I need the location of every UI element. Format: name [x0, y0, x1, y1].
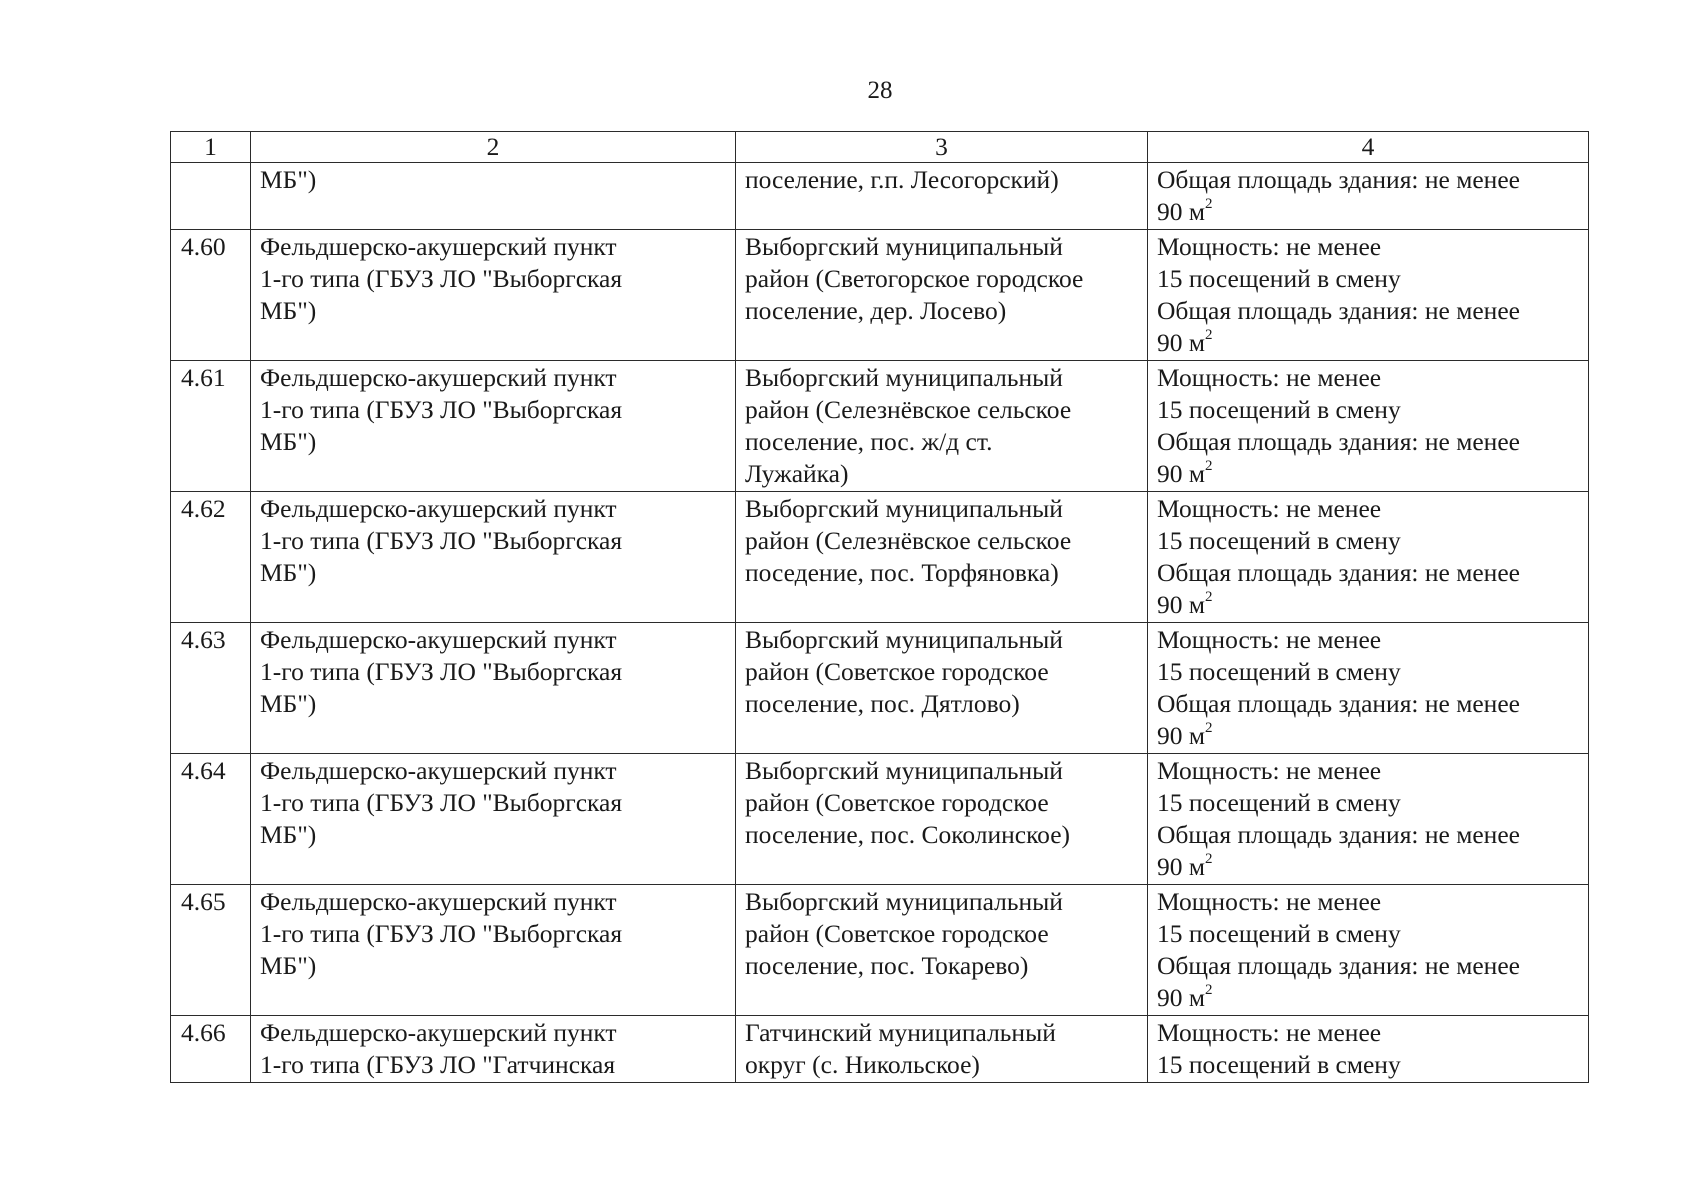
location-line: поселение, г.п. Лесогорский): [745, 165, 1059, 194]
capacity-value: 15 посещений в смену: [1157, 264, 1401, 293]
location-line: поселение, пос. Токарево): [745, 951, 1029, 980]
facility-name-line: МБ"): [260, 951, 317, 980]
area-value: 90 $м^2$: [1157, 195, 1213, 226]
table-body: [171, 163, 1589, 1083]
area-label: Общая площадь здания: не менее: [1157, 951, 1520, 980]
facility-name-cell: [251, 361, 736, 492]
area-exponent: 2: [1205, 719, 1213, 736]
area-label: Общая площадь здания: не менее: [1157, 689, 1520, 718]
facility-name-line: 1-го типа (ГБУЗ ЛО "Выборгская: [260, 919, 623, 948]
capacity-label: Мощность: не менее: [1157, 756, 1382, 785]
capacity-label: Мощность: не менее: [1157, 1018, 1382, 1047]
facility-name-line: Фельдшерско-акушерский пункт: [260, 625, 617, 654]
capacity-value: 15 посещений в смену: [1157, 919, 1401, 948]
facility-name-line: 1-го типа (ГБУЗ ЛО "Выборгская: [260, 788, 623, 817]
facility-name-line: МБ"): [260, 820, 317, 849]
facility-name-line: Фельдшерско-акушерский пункт: [260, 1018, 617, 1047]
area-label: Общая площадь здания: не менее: [1157, 427, 1520, 456]
requirements-cell: [1148, 361, 1589, 492]
area-value: [1157, 327, 1579, 359]
location-line: район (Селезнёвское сельское: [745, 395, 1072, 424]
area-label: Общая площадь здания: не менее: [1157, 165, 1520, 194]
facility-name-cell: [251, 230, 736, 361]
location-line: район (Светогорское городское: [745, 264, 1084, 293]
area-exponent: 2: [1205, 981, 1213, 998]
location-line: поселение, пос. Соколинское): [745, 820, 1071, 849]
location-line: поселение, пос. ж/д ст.: [745, 427, 993, 456]
table-header-row: [171, 132, 1589, 163]
capacity-value: 15 посещений в смену: [1157, 788, 1401, 817]
facility-name-line: МБ"): [260, 296, 317, 325]
facility-name-line: Фельдшерско-акушерский пункт: [260, 756, 617, 785]
area-label: Общая площадь здания: не менее: [1157, 296, 1520, 325]
facility-name-cell: [251, 885, 736, 1016]
row-number-cell: 4.63: [171, 623, 251, 754]
requirements-cell: [1148, 1016, 1589, 1083]
location-line: Лужайка): [745, 459, 849, 488]
area-value: [1157, 720, 1579, 752]
location-line: Выборгский муниципальный: [745, 363, 1063, 392]
table-row: [171, 361, 1589, 492]
facility-name-line: Фельдшерско-акушерский пункт: [260, 887, 617, 916]
capacity-value: 15 посещений в смену: [1157, 395, 1401, 424]
column-header-2: 2: [251, 132, 736, 163]
location-line: Выборгский муниципальный: [745, 625, 1063, 654]
facility-name-cell: [251, 492, 736, 623]
capacity-label: Мощность: не менее: [1157, 625, 1382, 654]
location-line: Выборгский муниципальный: [745, 494, 1063, 523]
location-line: район (Селезнёвское сельское: [745, 526, 1072, 555]
area-value: [1157, 458, 1579, 490]
facility-name-line: МБ"): [260, 558, 317, 587]
location-line: поселение, дер. Лосево): [745, 296, 1007, 325]
capacity-label: Мощность: не менее: [1157, 363, 1382, 392]
requirements-cell: [1148, 623, 1589, 754]
table-row-continuation: [171, 163, 1589, 230]
row-number-cell: 4.64: [171, 754, 251, 885]
location-line: округ (с. Никольское): [745, 1050, 980, 1079]
table-row: [171, 230, 1589, 361]
area-value: [1157, 982, 1579, 1014]
location-line: поселение, пос. Дятлово): [745, 689, 1020, 718]
requirements-cell: [1148, 885, 1589, 1016]
location-line: Гатчинский муниципальный: [745, 1018, 1056, 1047]
requirements-cell: [1148, 230, 1589, 361]
area-label: Общая площадь здания: не менее: [1157, 558, 1520, 587]
row-number-cell: 4.60: [171, 230, 251, 361]
facility-name-cell: [251, 754, 736, 885]
requirements-cell: [1148, 163, 1589, 230]
area-label: Общая площадь здания: не менее: [1157, 820, 1520, 849]
row-number-cell: 4.62: [171, 492, 251, 623]
location-cell: [736, 623, 1148, 754]
location-line: поседение, пос. Торфяновка): [745, 558, 1059, 587]
area-exponent: 2: [1205, 326, 1213, 343]
area-exponent: 2: [1205, 457, 1213, 474]
facility-name-line: 1-го типа (ГБУЗ ЛО "Выборгская: [260, 657, 623, 686]
requirements-cell: [1148, 754, 1589, 885]
table-row: [171, 492, 1589, 623]
capacity-value: 15 посещений в смену: [1157, 526, 1401, 555]
capacity-label: Мощность: не менее: [1157, 232, 1382, 261]
facility-name-line: 1-го типа (ГБУЗ ЛО "Выборгская: [260, 264, 623, 293]
location-line: Выборгский муниципальный: [745, 887, 1063, 916]
table-row: [171, 623, 1589, 754]
column-header-1: 1: [171, 132, 251, 163]
facility-name-cell: [251, 1016, 736, 1083]
location-line: Выборгский муниципальный: [745, 232, 1063, 261]
area-exponent: 2: [1205, 588, 1213, 605]
capacity-value: 15 посещений в смену: [1157, 1050, 1401, 1079]
location-line: район (Советское городское: [745, 919, 1049, 948]
location-cell: [736, 163, 1148, 230]
page-number: 28: [867, 77, 893, 104]
area-exponent: 2: [1205, 850, 1213, 867]
location-line: район (Советское городское: [745, 788, 1049, 817]
facilities-table: [170, 131, 1589, 1083]
table-row: [171, 754, 1589, 885]
area-value-text: 90 м: [1157, 590, 1206, 619]
facility-name-line: Фельдшерско-акушерский пункт: [260, 494, 617, 523]
requirements-cell: [1148, 492, 1589, 623]
location-cell: [736, 361, 1148, 492]
facility-name-cell: [251, 623, 736, 754]
facility-name-line: 1-го типа (ГБУЗ ЛО "Выборгская: [260, 526, 623, 555]
facility-name-line: Фельдшерско-акушерский пункт: [260, 363, 617, 392]
location-cell: [736, 754, 1148, 885]
row-number-cell: 4.65: [171, 885, 251, 1016]
area-value-text: 90 м: [1157, 328, 1206, 357]
facility-name-line: Фельдшерско-акушерский пункт: [260, 232, 617, 261]
row-number-cell: 4.61: [171, 361, 251, 492]
facility-name-line: МБ"): [260, 689, 317, 718]
capacity-label: Мощность: не менее: [1157, 494, 1382, 523]
area-value-text: 90 м: [1157, 983, 1206, 1012]
facility-name-line: МБ"): [260, 165, 317, 194]
row-number-cell: [171, 163, 251, 230]
location-cell: [736, 230, 1148, 361]
facility-name-line: 1-го типа (ГБУЗ ЛО "Выборгская: [260, 395, 623, 424]
table-row: [171, 885, 1589, 1016]
area-value-text: 90 м: [1157, 852, 1206, 881]
capacity-value: 15 посещений в смену: [1157, 657, 1401, 686]
capacity-label: Мощность: не менее: [1157, 887, 1382, 916]
location-cell: [736, 1016, 1148, 1083]
row-number-cell: 4.66: [171, 1016, 251, 1083]
location-line: район (Советское городское: [745, 657, 1049, 686]
location-cell: [736, 492, 1148, 623]
table-row: [171, 1016, 1589, 1083]
column-header-4: 4: [1148, 132, 1589, 163]
facility-name-line: МБ"): [260, 427, 317, 456]
area-value: [1157, 589, 1579, 621]
area-value: [1157, 851, 1579, 883]
area-exponent: 2: [1205, 195, 1213, 212]
area-value-text: 90 м: [1157, 721, 1206, 750]
facility-name-cell: [251, 163, 736, 230]
column-header-3: 3: [736, 132, 1148, 163]
location-line: Выборгский муниципальный: [745, 756, 1063, 785]
location-cell: [736, 885, 1148, 1016]
area-value-text: 90 м: [1157, 459, 1206, 488]
facility-name-line: 1-го типа (ГБУЗ ЛО "Гатчинская: [260, 1050, 616, 1079]
